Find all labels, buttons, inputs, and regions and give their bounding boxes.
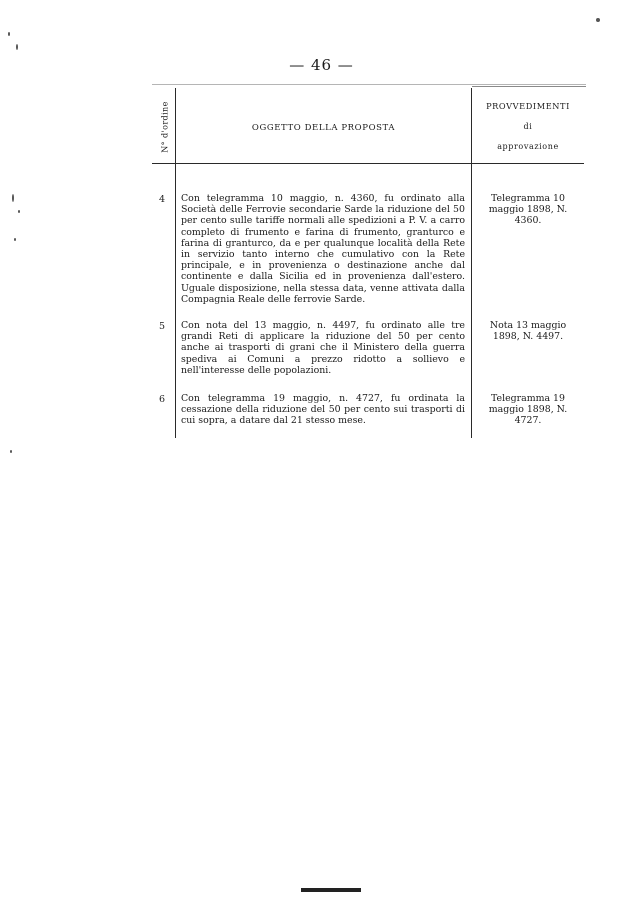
scan-speck bbox=[596, 18, 600, 22]
header-ordine-label: N° d'ordine bbox=[160, 101, 170, 153]
row-text: Con telegramma 10 maggio, n. 4360, fu ordinato alla Società delle Ferrovie secondarie Sarde la riduzione del 50 per cento sulle tariffe normali alle spedizioni a P. V. a carro completo di frumento e farina di frumento, granturco e farina di granturco, da e per qualunque località della Rete in servizio tanto interno che cumulativo con la Rete principale, e in provenienza o destinazione anche dal continente e dalla Sicilia ed in provenienza dall'estero. Uguale disposizione, nella stessa data, venne attivata dalla Compagnia Reale delle ferrovie Sarde. bbox=[181, 193, 465, 305]
header-provvedimenti: PROVVEDIMENTI bbox=[486, 101, 570, 111]
row-provvedimento: Telegramma 10 maggio 1898, N. 4360. bbox=[488, 193, 568, 227]
row-provvedimento: Telegramma 19 maggio 1898, N. 4727. bbox=[488, 393, 568, 427]
header-provvedimenti-approvazione: approvazione bbox=[497, 142, 559, 151]
row-number: 5 bbox=[158, 321, 166, 332]
scan-speck bbox=[10, 450, 12, 453]
bottom-scan-mark bbox=[301, 888, 361, 892]
row-number: 4 bbox=[158, 194, 166, 205]
row-text: Con telegramma 19 maggio, n. 4727, fu ordinata la cessazione della riduzione del 50 per cento sui trasporti di cui sopra, a datare dal 21 stesso mese. bbox=[181, 393, 465, 427]
header-provvedimenti-di: di bbox=[523, 122, 533, 131]
row-number: 6 bbox=[158, 394, 166, 405]
row-text: Con nota del 13 maggio, n. 4497, fu ordinato alle tre grandi Reti di applicare la riduzione del 50 per cento anche ai trasporti di grani che il Ministero della guerra spediva ai Comuni a prezzo ridotto a sollievo e nell'interesse delle popolazioni. bbox=[181, 320, 465, 376]
scan-speck bbox=[16, 44, 18, 50]
column-divider-right bbox=[471, 88, 472, 438]
table-top-rule-right bbox=[472, 86, 586, 87]
row-provvedimento: Nota 13 maggio 1898, N. 4497. bbox=[489, 320, 567, 343]
header-ordine bbox=[156, 96, 174, 158]
scan-speck bbox=[18, 210, 20, 213]
table-top-rule bbox=[152, 84, 586, 85]
page-number: — 46 — bbox=[289, 56, 354, 74]
scan-speck bbox=[12, 194, 14, 202]
scan-speck bbox=[14, 238, 16, 241]
scan-speck bbox=[8, 32, 10, 36]
column-divider-left bbox=[175, 88, 176, 438]
header-oggetto: OGGETTO DELLA PROPOSTA bbox=[251, 123, 396, 133]
header-bottom-rule bbox=[152, 163, 584, 164]
